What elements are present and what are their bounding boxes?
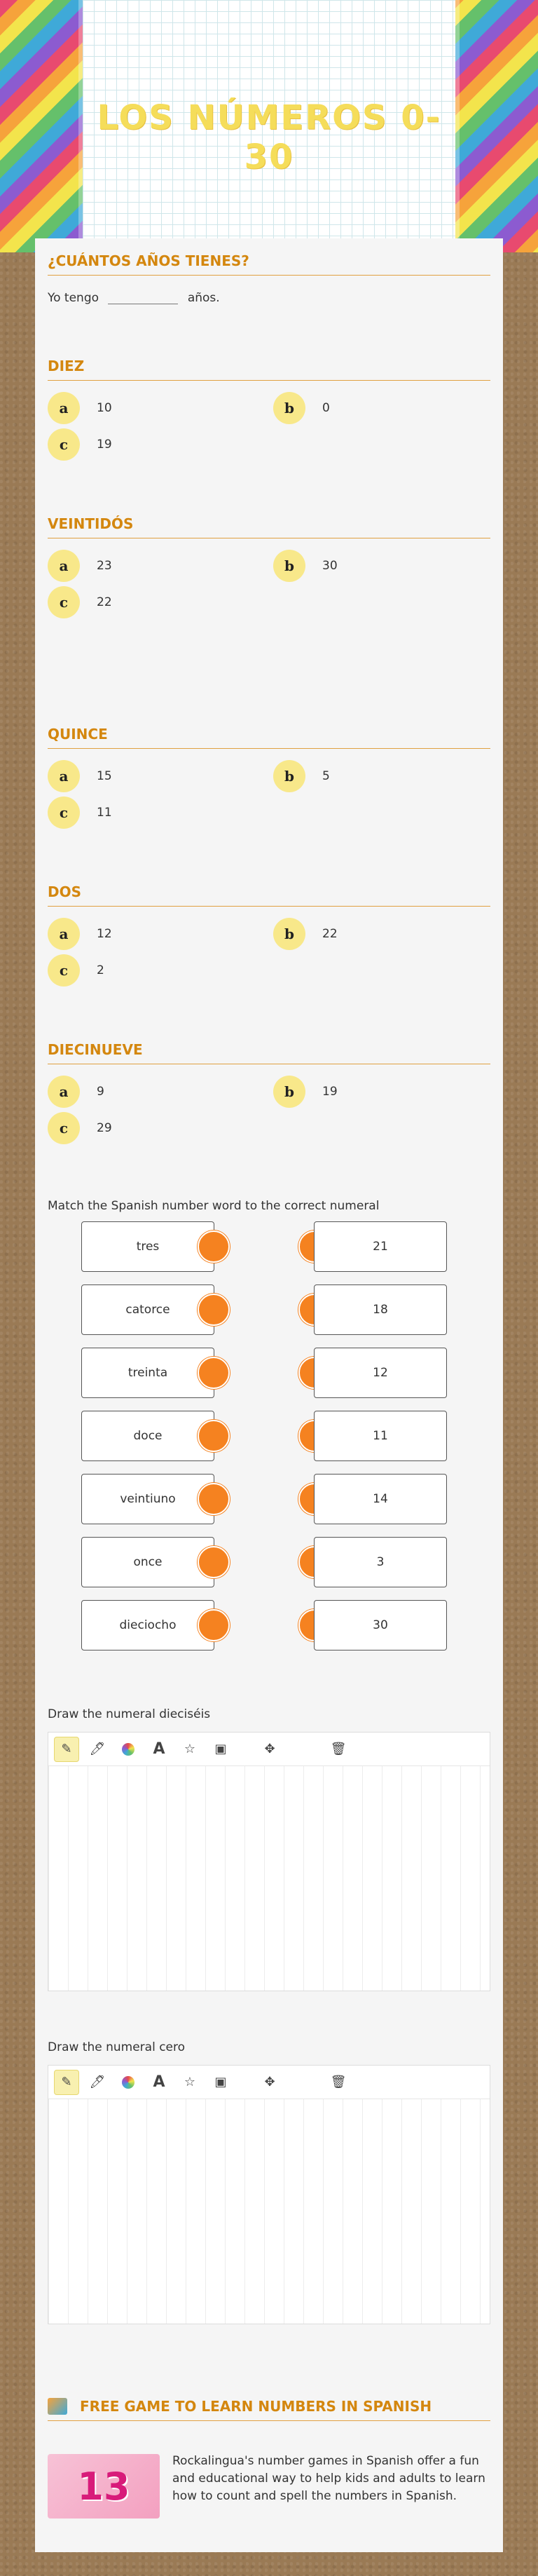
choice-letter: c — [48, 796, 80, 829]
question-title: VEINTIDÓS — [48, 515, 490, 538]
match-right-item[interactable]: 14 — [314, 1474, 447, 1524]
choice-b[interactable] — [273, 550, 338, 582]
promo-section — [48, 2398, 490, 2421]
choice-c[interactable] — [48, 586, 112, 618]
draw-instruction: Draw the numeral dieciséis — [48, 1707, 211, 1721]
choice-value: 19 — [322, 1085, 338, 1099]
choice-value: 9 — [97, 1085, 104, 1099]
star-icon[interactable]: ☆ — [184, 1742, 196, 1756]
promo-image-number: 13 — [77, 2464, 130, 2509]
choice-value: 15 — [97, 769, 112, 783]
choice-letter: a — [48, 918, 80, 950]
choice-value: 29 — [97, 1121, 112, 1135]
choice-letter: c — [48, 586, 80, 618]
match-left-connector[interactable] — [198, 1420, 230, 1452]
match-right-item[interactable]: 30 — [314, 1600, 447, 1650]
choice-letter: a — [48, 392, 80, 424]
choice-letter: b — [273, 918, 305, 950]
choice-b[interactable] — [273, 392, 330, 424]
match-left-connector[interactable] — [198, 1609, 230, 1641]
choice-letter: b — [273, 760, 305, 792]
match-left-connector[interactable] — [198, 1483, 230, 1515]
promo-image[interactable] — [48, 2454, 160, 2519]
match-section — [48, 1199, 490, 1213]
match-left-item[interactable]: catorce — [81, 1284, 214, 1335]
choice-value: 11 — [97, 806, 112, 820]
pen-icon[interactable]: 🖊 — [89, 1742, 106, 1756]
match-left-item[interactable]: veintiuno — [81, 1474, 214, 1524]
choice-b[interactable] — [273, 1076, 338, 1108]
match-instruction: Match the Spanish number word to the correct numeral — [48, 1199, 380, 1213]
color-wheel-icon[interactable] — [116, 2070, 141, 2095]
match-left-connector[interactable] — [198, 1357, 230, 1389]
question-3 — [48, 726, 490, 837]
draw-instruction-1 — [48, 1707, 490, 1721]
move-icon[interactable]: ✥ — [264, 1742, 275, 1756]
age-input[interactable] — [108, 292, 178, 304]
match-left-item[interactable]: tres — [81, 1221, 214, 1272]
numbers-game-icon — [48, 2398, 67, 2415]
text-icon[interactable]: A — [153, 1740, 165, 1758]
age-section — [48, 252, 490, 305]
match-left-connector[interactable] — [198, 1231, 230, 1263]
match-left-connector[interactable] — [198, 1546, 230, 1578]
promo-header — [48, 2398, 490, 2421]
text-icon[interactable]: A — [153, 2073, 165, 2091]
choice-value: 22 — [322, 927, 338, 941]
match-right-item[interactable]: 11 — [314, 1411, 447, 1461]
pencil-icon[interactable]: ✎ — [54, 2070, 79, 2095]
drawing-toolbar — [48, 1733, 490, 1766]
match-left-item[interactable]: doce — [81, 1411, 214, 1461]
match-right-item[interactable]: 21 — [314, 1221, 447, 1272]
page-title: LOS NÚMEROS 0-30 — [97, 98, 441, 177]
age-prefix: Yo tengo — [48, 291, 99, 305]
choice-a[interactable] — [48, 1076, 104, 1108]
choice-value: 2 — [97, 963, 104, 977]
drawing-board-2 — [48, 2065, 490, 2324]
trash-icon[interactable]: 🗑 — [330, 1742, 347, 1756]
choice-value: 10 — [97, 401, 112, 415]
choice-value: 5 — [322, 769, 330, 783]
match-right-item[interactable]: 3 — [314, 1537, 447, 1587]
match-grid — [48, 1221, 490, 1670]
color-wheel-icon[interactable] — [116, 1737, 141, 1762]
question-2 — [48, 515, 490, 627]
pencil-icon[interactable]: ✎ — [54, 1737, 79, 1762]
pen-icon[interactable]: 🖊 — [89, 2075, 106, 2089]
star-icon[interactable]: ☆ — [184, 2075, 196, 2089]
question-title: DIECINUEVE — [48, 1041, 490, 1064]
choice-c[interactable] — [48, 796, 112, 829]
match-left-connector[interactable] — [198, 1294, 230, 1326]
match-right-item[interactable]: 12 — [314, 1348, 447, 1398]
choice-letter: c — [48, 428, 80, 461]
promo-title[interactable]: FREE GAME TO LEARN NUMBERS IN SPANISH — [80, 2398, 432, 2415]
choice-a[interactable] — [48, 760, 112, 792]
drawing-board-1 — [48, 1732, 490, 1991]
choice-letter: b — [273, 392, 305, 424]
choice-letter: b — [273, 550, 305, 582]
draw-instruction-2 — [48, 2040, 490, 2054]
question-title: DOS — [48, 883, 490, 907]
drawing-toolbar — [48, 2066, 490, 2099]
choice-a[interactable] — [48, 550, 112, 582]
image-icon[interactable]: ▣ — [214, 2075, 227, 2089]
section-title: ¿CUÁNTOS AÑOS TIENES? — [48, 252, 490, 276]
choice-value: 22 — [97, 595, 112, 609]
choice-b[interactable] — [273, 918, 338, 950]
choice-letter: c — [48, 1112, 80, 1144]
move-icon[interactable]: ✥ — [264, 2075, 275, 2089]
question-5 — [48, 1041, 490, 1153]
choice-a[interactable] — [48, 392, 112, 424]
drawing-canvas[interactable] — [48, 2099, 490, 2324]
choice-b[interactable] — [273, 760, 330, 792]
promo-description: Rockalingua's number games in Spanish offer a fun and educational way to help kids and adults to learn how to count and spell the numbers in Spanish. — [172, 2454, 485, 2503]
image-icon[interactable]: ▣ — [214, 1742, 227, 1756]
match-right-item[interactable]: 18 — [314, 1284, 447, 1335]
age-sentence — [48, 291, 490, 305]
question-4 — [48, 883, 490, 995]
choice-value: 23 — [97, 559, 112, 573]
question-title: DIEZ — [48, 358, 490, 381]
match-left-item[interactable]: dieciocho — [81, 1600, 214, 1650]
choice-c[interactable] — [48, 1112, 112, 1144]
choice-value: 12 — [97, 927, 112, 941]
choice-value: 0 — [322, 401, 330, 415]
question-title: QUINCE — [48, 726, 490, 749]
choice-a[interactable] — [48, 918, 112, 950]
choice-letter: c — [48, 954, 80, 987]
draw-instruction: Draw the numeral cero — [48, 2040, 186, 2054]
choice-value: 30 — [322, 559, 338, 573]
choice-c[interactable] — [48, 954, 104, 987]
drawing-canvas[interactable] — [48, 1766, 490, 1991]
choice-letter: a — [48, 760, 80, 792]
trash-icon[interactable]: 🗑 — [330, 2075, 347, 2089]
question-1 — [48, 358, 490, 469]
match-left-item[interactable]: treinta — [81, 1348, 214, 1398]
choice-letter: b — [273, 1076, 305, 1108]
choice-value: 19 — [97, 438, 112, 452]
choice-c[interactable] — [48, 428, 112, 461]
choice-letter: a — [48, 1076, 80, 1108]
worksheet-card — [35, 238, 503, 2552]
age-suffix: años. — [187, 291, 220, 305]
choice-letter: a — [48, 550, 80, 582]
match-left-item[interactable]: once — [81, 1537, 214, 1587]
